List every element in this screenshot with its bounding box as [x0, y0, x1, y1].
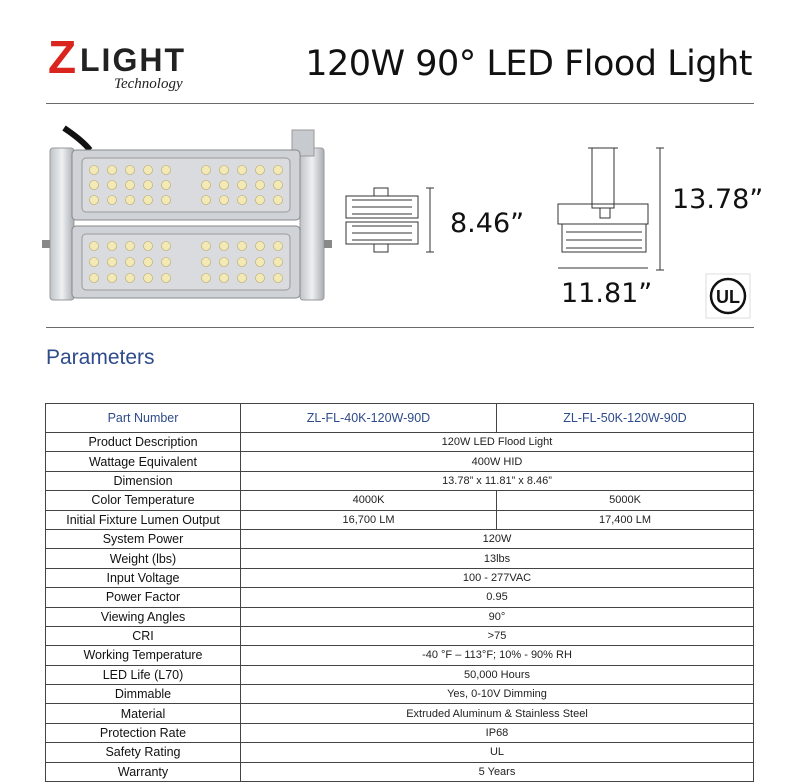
- row-value: 4000K: [241, 491, 497, 510]
- row-value: UL: [241, 743, 754, 762]
- row-label: System Power: [46, 529, 241, 548]
- row-value: 13.78” x 11.81” x 8.46”: [241, 471, 754, 490]
- table-row: [46, 491, 754, 510]
- row-value: 16,700 LM: [241, 510, 497, 529]
- header-cell: ZL-FL-40K-120W-90D: [241, 404, 497, 433]
- row-label: Safety Rating: [46, 743, 241, 762]
- row-label: Dimension: [46, 471, 241, 490]
- row-value: 13lbs: [241, 549, 754, 568]
- table-row: [46, 704, 754, 723]
- table-row: [46, 665, 754, 684]
- row-value: 400W HID: [241, 452, 754, 471]
- row-label: CRI: [46, 626, 241, 645]
- row-label: Material: [46, 704, 241, 723]
- row-label: LED Life (L70): [46, 665, 241, 684]
- row-value: 5000K: [497, 491, 754, 510]
- row-label: Working Temperature: [46, 646, 241, 665]
- height-dimension: 13.78”: [672, 184, 764, 215]
- row-label: Input Voltage: [46, 568, 241, 587]
- row-label: Weight (lbs): [46, 549, 241, 568]
- row-label: Wattage Equivalent: [46, 452, 241, 471]
- table-row: [46, 471, 754, 490]
- logo-z-letter: Z: [48, 31, 77, 83]
- row-value: 5 Years: [241, 762, 754, 781]
- logo-subtitle: Technology: [114, 76, 183, 92]
- table-row: [46, 607, 754, 626]
- header-divider: [46, 103, 754, 104]
- row-label: Color Temperature: [46, 491, 241, 510]
- table-row: [46, 510, 754, 529]
- table-row: [46, 568, 754, 587]
- row-value: 120W LED Flood Light: [241, 433, 754, 452]
- parameters-table: [45, 403, 754, 782]
- row-value: 0.95: [241, 588, 754, 607]
- row-value: 100 - 277VAC: [241, 568, 754, 587]
- row-label: Power Factor: [46, 588, 241, 607]
- logo-wordmark: LIGHT: [80, 42, 186, 78]
- brand-logo: [48, 32, 198, 97]
- row-value: IP68: [241, 723, 754, 742]
- table-row: [46, 723, 754, 742]
- table-row: [46, 762, 754, 781]
- table-row: [46, 646, 754, 665]
- table-row: [46, 588, 754, 607]
- table-row: [46, 529, 754, 548]
- row-label: Dimmable: [46, 685, 241, 704]
- ul-mark-text: UL: [716, 287, 740, 307]
- row-label: Viewing Angles: [46, 607, 241, 626]
- table-header-row: [46, 404, 754, 433]
- ul-listed-icon: [705, 273, 751, 319]
- row-value: Extruded Aluminum & Stainless Steel: [241, 704, 754, 723]
- row-label: Product Description: [46, 433, 241, 452]
- row-value: 120W: [241, 529, 754, 548]
- section-title-parameters: Parameters: [46, 346, 155, 369]
- row-value: >75: [241, 626, 754, 645]
- header-cell: ZL-FL-50K-120W-90D: [497, 404, 754, 433]
- row-value: Yes, 0-10V Dimming: [241, 685, 754, 704]
- table-row: [46, 433, 754, 452]
- row-label: Protection Rate: [46, 723, 241, 742]
- row-value: 90°: [241, 607, 754, 626]
- image-divider: [46, 327, 754, 328]
- row-value: -40 °F – 113°F; 10% - 90% RH: [241, 646, 754, 665]
- depth-dimension: 8.46”: [450, 208, 525, 239]
- width-dimension: 11.81”: [561, 278, 653, 309]
- side-view-drawing: [338, 186, 448, 256]
- row-label: Warranty: [46, 762, 241, 781]
- table-row: [46, 743, 754, 762]
- product-photo: [42, 120, 332, 310]
- table-row: [46, 549, 754, 568]
- table-row: [46, 685, 754, 704]
- document-title: 120W 90° LED Flood Light: [305, 44, 752, 84]
- row-value: 17,400 LM: [497, 510, 754, 529]
- row-label: Initial Fixture Lumen Output: [46, 510, 241, 529]
- table-row: [46, 626, 754, 645]
- table-row: [46, 452, 754, 471]
- row-value: 50,000 Hours: [241, 665, 754, 684]
- front-view-drawing: [548, 140, 672, 280]
- header-cell: Part Number: [46, 404, 241, 433]
